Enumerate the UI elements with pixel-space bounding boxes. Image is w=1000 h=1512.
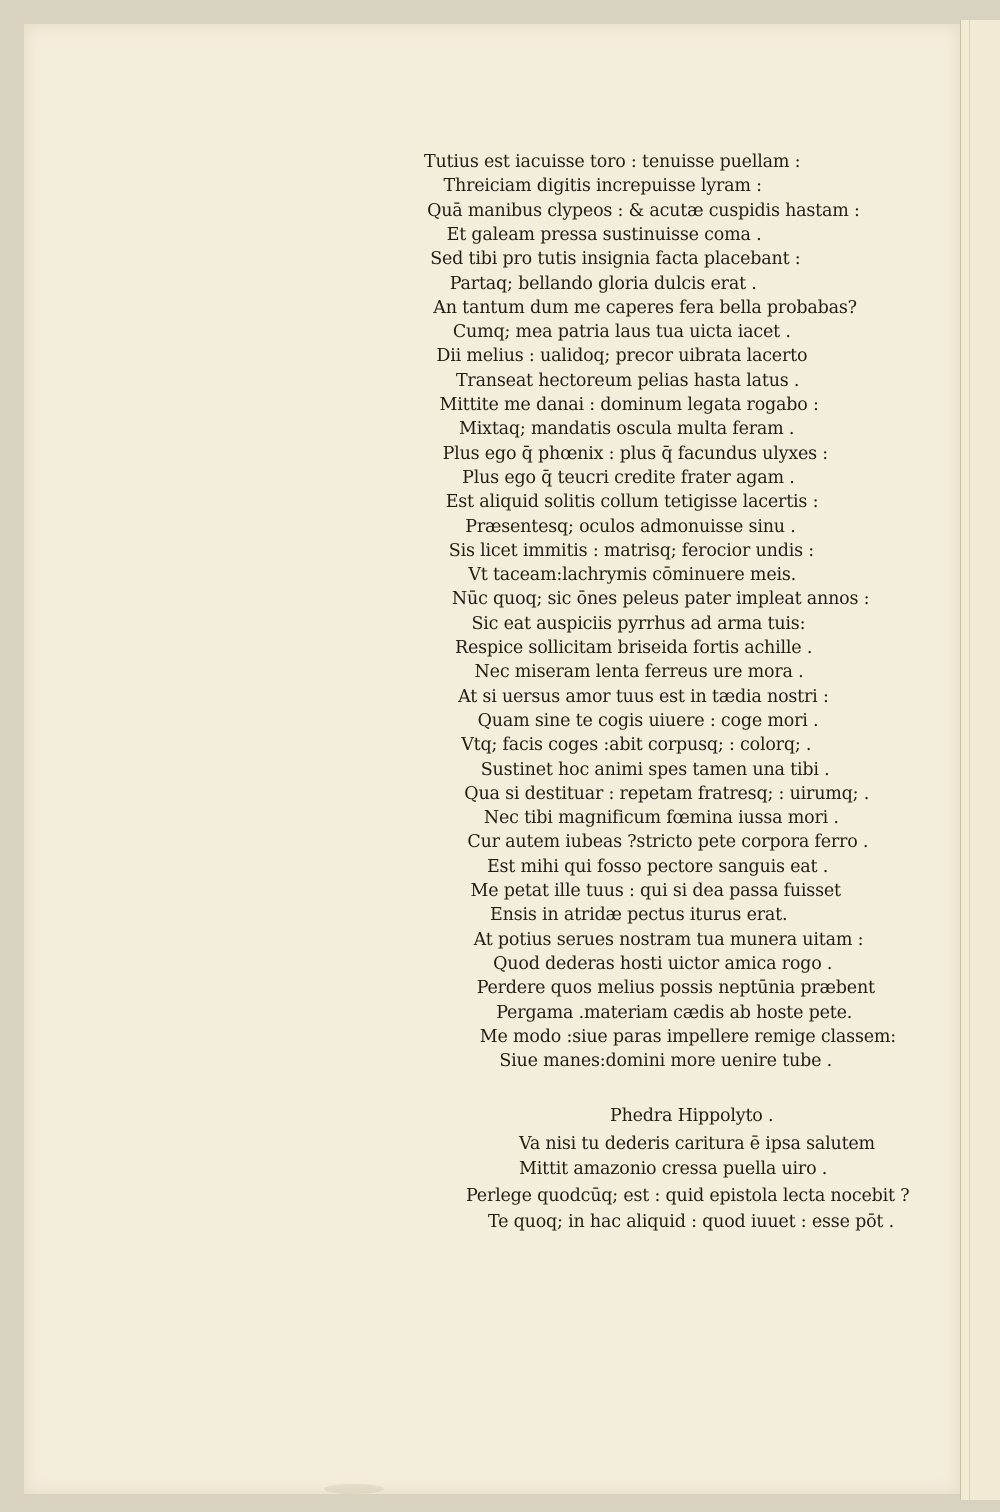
verse-line: Sic eat auspiciis pyrrhus ad arma tuis:	[471, 613, 806, 634]
verse-line: Ensis in atridæ pectus iturus erat.	[490, 905, 788, 926]
epistle-heading: Phedra Hippolyto .	[610, 1106, 774, 1126]
verse-line: At si uersus amor tuus est in tædia nostri :	[458, 686, 829, 707]
verse-line: Me modo :siue paras impellere remige classem:	[479, 1026, 896, 1047]
verse-line: Nec tibi magnificum fœmina iussa mori .	[483, 808, 839, 829]
verse-line: Est mihi qui fosso pectore sanguis eat .	[486, 856, 829, 877]
verse-line: Præsentesq; oculos admonuisse sinu .	[465, 516, 796, 537]
verse-line: Partaq; bellando gloria dulcis erat .	[449, 273, 757, 294]
verse-line: Sed tibi pro tutis insignia facta placebant :	[430, 249, 801, 270]
verse-line: Dii melius : ualidoq; precor uibrata lacerto	[436, 346, 808, 367]
verse-line: Vt taceam:lachrymis cōminuere meis.	[468, 565, 797, 586]
verse-line: Perdere quos melius possis neptūnia præbent	[476, 978, 875, 999]
verse-line: Mittite me danai : dominum legata rogabo :	[439, 395, 819, 415]
book-page	[24, 24, 961, 1494]
verse-text-block	[24, 24, 960, 1494]
verse-line: Respice sollicitam briseida fortis achille .	[455, 638, 813, 658]
verse-line: Siue manes:domini more uenire tube .	[499, 1051, 832, 1072]
verse-line: Me petat ille tuus : qui si dea passa fuisset	[470, 881, 841, 901]
verse-line: Quam sine te cogis uiuere : coge mori .	[477, 710, 819, 731]
verse-line: Va nisi tu dederis caritura ē ipsa salutem	[519, 1134, 875, 1154]
verse-line: Sustinet hoc animi spes tamen una tibi .	[480, 759, 830, 780]
verse-line: Cumq; mea patria laus tua uicta iacet .	[452, 322, 791, 343]
verse-line: Quā manibus clypeos : & acutæ cuspidis hastam :	[427, 200, 860, 221]
verse-line: Mixtaq; mandatis oscula multa feram .	[459, 419, 795, 440]
verse-line: Threiciam digitis increpuisse lyram :	[443, 176, 762, 197]
verse-line: Te quoq; in hac aliquid : quod iuuet : esse pōt .	[488, 1212, 894, 1232]
verse-line: At potius serues nostram tua munera uitam :	[473, 929, 864, 950]
verse-line: Vtq; facis coges :abit corpusq; : colorq; .	[461, 735, 812, 756]
verse-line: Nec miseram lenta ferreus ure mora .	[474, 662, 804, 683]
verse-line: Plus ego q̄ teucri credite frater agam .	[462, 467, 795, 488]
verse-line: Est aliquid solitis collum tetigisse lacertis :	[445, 492, 819, 513]
verse-line: Quod dederas hosti uictor amica rogo .	[493, 953, 833, 974]
verse-line: Cur autem iubeas ?stricto pete corpora ferro .	[467, 832, 869, 853]
verse-line: Mittit amazonio cressa puella uiro .	[519, 1159, 828, 1179]
verse-line: Plus ego q̄ phœnix : plus q̄ facundus ulyxes :	[442, 443, 829, 464]
verse-line: Sis licet immitis : matrisq; ferocior undis :	[448, 540, 814, 561]
verse-line: Pergama .materiam cædis ab hoste pete.	[496, 1002, 853, 1023]
verse-line: Tutius est iacuisse toro : tenuisse puellam :	[424, 152, 801, 172]
verse-line: Perlege quodcūq; est : quid epistola lecta nocebit ?	[466, 1186, 910, 1206]
verse-line: Nūc quoq; sic ōnes peleus pater impleat annos :	[451, 589, 870, 610]
verse-line: Et galeam pressa sustinuisse coma .	[446, 224, 762, 245]
verse-line: An tantum dum me caperes fera bella probabas?	[433, 297, 857, 318]
verse-line: Transeat hectoreum pelias hasta latus .	[455, 370, 800, 391]
verse-line: Qua si destituar : repetam fratresq; : uirumq; .	[464, 783, 870, 804]
adjacent-page-edge	[960, 20, 1000, 1500]
